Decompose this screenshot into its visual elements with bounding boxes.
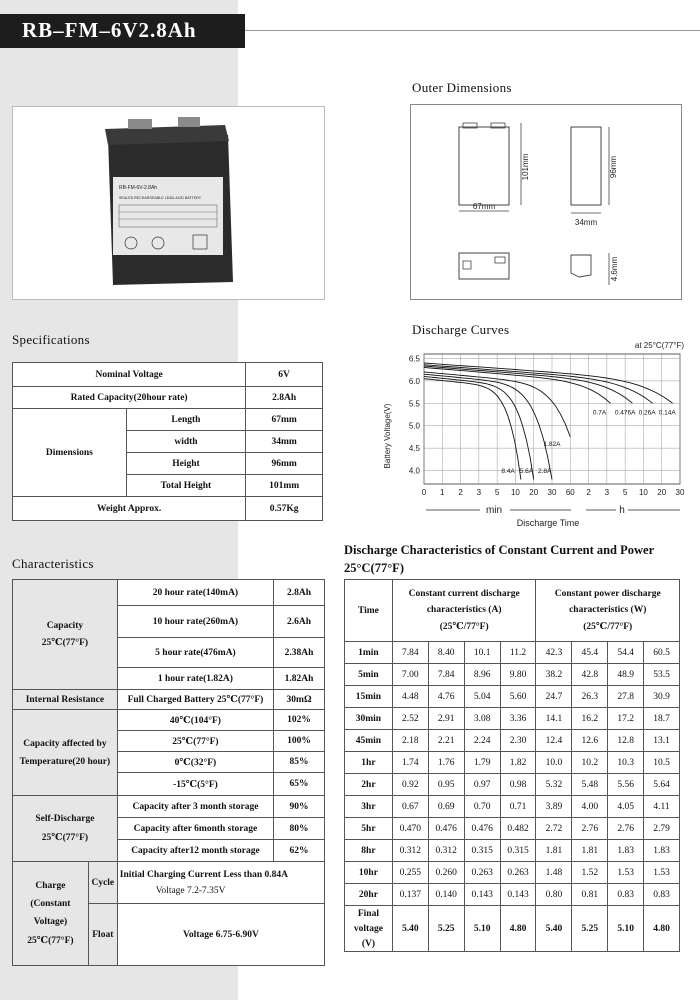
temp-row-25: 25℃(77°F) (117, 731, 273, 752)
x-tick-label: 20 (657, 488, 667, 497)
internal-resistance-label: Internal Resistance (13, 690, 118, 710)
time-cell: 2hr (345, 774, 393, 796)
width-value: 34mm (246, 431, 323, 453)
constant-power-header (536, 580, 680, 642)
weight-label: Weight Approx. (13, 497, 246, 521)
final-voltage-label (345, 906, 393, 952)
x-tick-label: 10 (510, 488, 520, 497)
value-cell: 1.81 (572, 840, 608, 862)
table-row (345, 730, 680, 752)
final-voltage-line3: (V) (361, 938, 376, 949)
capacity-value-1h: 1.82Ah (274, 668, 325, 690)
final-voltage-value: 5.40 (392, 906, 428, 952)
time-cell: 10hr (345, 862, 393, 884)
self-discharge-label: Self-Discharge (35, 814, 95, 824)
time-cell: 1hr (345, 752, 393, 774)
value-cell: 12.4 (536, 730, 572, 752)
time-cell: 1min (345, 642, 393, 664)
discharge-table-title (344, 541, 689, 577)
battery-photo (12, 106, 325, 300)
temp-value-40: 102% (274, 710, 325, 731)
value-cell: 5.32 (536, 774, 572, 796)
value-cell: 4.11 (644, 796, 680, 818)
front-width-dim: 67mm (472, 202, 496, 211)
value-cell: 0.476 (428, 818, 464, 840)
discharge-curves-chart (376, 336, 688, 536)
value-cell: 0.95 (428, 774, 464, 796)
value-cell: 3.08 (464, 708, 500, 730)
value-cell: 1.82 (500, 752, 536, 774)
chart-xlabel: Discharge Time (516, 518, 580, 528)
value-cell: 5.04 (464, 686, 500, 708)
x-tick-label: 30 (675, 488, 685, 497)
x-segment-h: h (619, 505, 625, 516)
value-cell: 8.40 (428, 642, 464, 664)
value-cell: 0.70 (464, 796, 500, 818)
side-height-dim: 96mm (609, 155, 618, 179)
discharge-table-title-line2: 25°C(77°F) (344, 561, 404, 575)
front-height-dim: 101mm (521, 153, 530, 181)
time-cell: 20hr (345, 884, 393, 906)
value-cell: 0.315 (464, 840, 500, 862)
nominal-voltage-value: 6V (246, 363, 323, 387)
value-cell: 2.91 (428, 708, 464, 730)
outer-dimensions-heading: Outer Dimensions (412, 80, 512, 95)
value-cell: 5.64 (644, 774, 680, 796)
final-voltage-line2: voltage (353, 923, 383, 934)
value-cell: 8.96 (464, 664, 500, 686)
value-cell: 2.76 (608, 818, 644, 840)
value-cell: 0.67 (392, 796, 428, 818)
value-cell: 30.9 (644, 686, 680, 708)
value-cell: 0.71 (500, 796, 536, 818)
charge-label-4: 25℃(77°F) (27, 936, 74, 946)
charge-label-3: Voltage) (33, 917, 68, 927)
title-divider (245, 30, 700, 31)
table-row (345, 642, 680, 664)
charge-label-2: (Constant (30, 899, 71, 909)
capacity-label-cell (13, 580, 118, 690)
float-label: Float (88, 904, 117, 966)
y-tick-label: 4.5 (408, 444, 420, 454)
value-cell: 0.80 (536, 884, 572, 906)
sd-row-3m: Capacity after 3 month storage (117, 796, 273, 818)
constant-current-header (392, 580, 536, 642)
self-discharge-cell (13, 796, 118, 862)
x-tick-label: 2 (458, 488, 463, 497)
final-voltage-value: 5.10 (464, 906, 500, 952)
value-cell: 2.72 (536, 818, 572, 840)
discharge-curve (424, 367, 611, 403)
value-cell: 2.30 (500, 730, 536, 752)
value-cell: 1.83 (608, 840, 644, 862)
outer-dimensions-drawing (410, 104, 682, 300)
self-discharge-temp: 25℃(77°F) (41, 833, 89, 843)
value-cell: 0.97 (464, 774, 500, 796)
value-cell: 11.2 (500, 642, 536, 664)
rated-capacity-value: 2.8Ah (246, 387, 323, 409)
sd-value-6m: 80% (274, 818, 325, 840)
final-voltage-value: 5.25 (428, 906, 464, 952)
final-voltage-value: 5.10 (608, 906, 644, 952)
table-row (345, 862, 680, 884)
value-cell: 0.315 (500, 840, 536, 862)
value-cell: 7.84 (428, 664, 464, 686)
value-cell: 53.5 (644, 664, 680, 686)
cc-header-line3: (25℃/77°F) (439, 622, 489, 632)
value-cell: 4.00 (572, 796, 608, 818)
discharge-curve (424, 374, 552, 479)
value-cell: 1.52 (572, 862, 608, 884)
sd-value-12m: 62% (274, 840, 325, 862)
table-row (345, 840, 680, 862)
time-cell: 30min (345, 708, 393, 730)
value-cell: 4.76 (428, 686, 464, 708)
value-cell: 0.140 (428, 884, 464, 906)
specifications-heading: Specifications (12, 332, 90, 347)
rated-capacity-label: Rated Capacity(20hour rate) (13, 387, 246, 409)
capacity-rate-10h: 10 hour rate(260mA) (117, 606, 273, 638)
table-row (345, 884, 680, 906)
value-cell: 14.1 (536, 708, 572, 730)
cp-header-line3: (25℃/77°F) (583, 622, 633, 632)
value-cell: 5.60 (500, 686, 536, 708)
y-tick-label: 5.5 (408, 399, 420, 409)
value-cell: 1.53 (608, 862, 644, 884)
value-cell: 18.7 (644, 708, 680, 730)
value-cell: 0.92 (392, 774, 428, 796)
chart-ylabel: Battery Voltage(V) (383, 403, 392, 469)
y-tick-label: 6.5 (408, 354, 420, 364)
value-cell: 48.9 (608, 664, 644, 686)
value-cell: 0.83 (608, 884, 644, 906)
value-cell: 60.5 (644, 642, 680, 664)
characteristics-table (12, 579, 325, 966)
value-cell: 26.3 (572, 686, 608, 708)
curve-label: 0.26A (638, 409, 656, 417)
x-tick-label: 0 (421, 488, 427, 497)
temp-value-0: 85% (274, 752, 325, 773)
side-width-dim: 34mm (574, 218, 598, 227)
time-cell: 5hr (345, 818, 393, 840)
cycle-details-cell (117, 862, 324, 904)
photo-label-line1: RB-FM-6V-2.8Ah (119, 185, 158, 191)
value-cell: 1.79 (464, 752, 500, 774)
x-tick-label: 1 (440, 488, 445, 497)
cycle-label: Cycle (88, 862, 117, 904)
capacity-value-10h: 2.6Ah (274, 606, 325, 638)
value-cell: 0.69 (428, 796, 464, 818)
y-tick-label: 5.0 (408, 421, 420, 431)
cp-header-line2: characteristics (W) (569, 605, 647, 615)
nominal-voltage-label: Nominal Voltage (13, 363, 246, 387)
curve-label: 1.82A (543, 440, 561, 448)
table-row (345, 774, 680, 796)
cp-header-line1: Constant power discharge (554, 589, 661, 599)
value-cell: 0.137 (392, 884, 428, 906)
characteristics-heading: Characteristics (12, 556, 94, 571)
value-cell: 10.5 (644, 752, 680, 774)
value-cell: 0.143 (464, 884, 500, 906)
time-header: Time (345, 580, 393, 642)
value-cell: 1.74 (392, 752, 428, 774)
value-cell: 0.263 (500, 862, 536, 884)
table-row (345, 708, 680, 730)
value-cell: 5.56 (608, 774, 644, 796)
value-cell: 1.48 (536, 862, 572, 884)
curve-label: 0.7A (592, 409, 607, 417)
table-row (345, 686, 680, 708)
height-value: 96mm (246, 453, 323, 475)
value-cell: 2.21 (428, 730, 464, 752)
temp-row-minus15: -15℃(5°F) (117, 773, 273, 796)
total-height-value: 101mm (246, 475, 323, 497)
value-cell: 3.36 (500, 708, 536, 730)
final-voltage-value: 4.80 (644, 906, 680, 952)
float-value: Voltage 6.75-6.90V (117, 904, 324, 966)
sd-row-6m: Capacity after 6month storage (117, 818, 273, 840)
capacity-temp-label-1: Capacity affected by (23, 738, 107, 749)
total-height-label: Total Height (126, 475, 246, 497)
temp-value-25: 100% (274, 731, 325, 752)
charge-cell (13, 862, 89, 966)
value-cell: 0.255 (392, 862, 428, 884)
table-row (345, 664, 680, 686)
x-tick-label: 3 (604, 488, 610, 497)
y-tick-label: 6.0 (408, 376, 420, 386)
height-label: Height (126, 453, 246, 475)
chart-annotation: at 25°C(77°F) (634, 341, 684, 350)
x-tick-label: 20 (529, 488, 539, 497)
temp-row-0: 0℃(32°F) (117, 752, 273, 773)
value-cell: 12.8 (608, 730, 644, 752)
time-cell: 15min (345, 686, 393, 708)
time-cell: 8hr (345, 840, 393, 862)
value-cell: 1.53 (644, 862, 680, 884)
value-cell: 42.3 (536, 642, 572, 664)
value-cell: 4.48 (392, 686, 428, 708)
x-tick-label: 2 (586, 488, 591, 497)
value-cell: 17.2 (608, 708, 644, 730)
x-segment-min: min (485, 505, 503, 516)
value-cell: 45.4 (572, 642, 608, 664)
value-cell: 0.143 (500, 884, 536, 906)
value-cell: 0.312 (392, 840, 428, 862)
capacity-temp-label-2: Temperature(20 hour) (19, 756, 111, 767)
value-cell: 0.98 (500, 774, 536, 796)
value-cell: 0.470 (392, 818, 428, 840)
value-cell: 0.83 (644, 884, 680, 906)
value-cell: 2.24 (464, 730, 500, 752)
capacity-value-20h: 2.8Ah (274, 580, 325, 606)
length-value: 67mm (246, 409, 323, 431)
value-cell: 2.18 (392, 730, 428, 752)
value-cell: 0.263 (464, 862, 500, 884)
capacity-temperature-cell (13, 710, 118, 796)
capacity-rate-5h: 5 hour rate(476mA) (117, 638, 273, 668)
final-voltage-line1: Final (357, 908, 379, 919)
x-tick-label: 5 (494, 488, 500, 497)
terminal-dim: 4.6mm (610, 256, 619, 282)
value-cell: 4.05 (608, 796, 644, 818)
curve-label: 0.476A (614, 409, 636, 417)
x-tick-label: 5 (622, 488, 628, 497)
value-cell: 2.52 (392, 708, 428, 730)
value-cell: 3.89 (536, 796, 572, 818)
temp-value-minus15: 65% (274, 773, 325, 796)
x-tick-label: 30 (547, 488, 557, 497)
time-cell: 45min (345, 730, 393, 752)
value-cell: 10.2 (572, 752, 608, 774)
sd-value-3m: 90% (274, 796, 325, 818)
value-cell: 54.4 (608, 642, 644, 664)
capacity-rate-1h: 1 hour rate(1.82A) (117, 668, 273, 690)
final-voltage-value: 5.25 (572, 906, 608, 952)
weight-value: 0.57Kg (246, 497, 323, 521)
curve-label: 2.8A (537, 467, 552, 475)
value-cell: 1.83 (644, 840, 680, 862)
value-cell: 5.48 (572, 774, 608, 796)
cc-header-line2: characteristics (A) (426, 605, 502, 615)
value-cell: 0.482 (500, 818, 536, 840)
discharge-curves-heading: Discharge Curves (412, 322, 510, 337)
value-cell: 2.79 (644, 818, 680, 840)
value-cell: 12.6 (572, 730, 608, 752)
value-cell: 42.8 (572, 664, 608, 686)
cc-header-line1: Constant current discharge (408, 589, 520, 599)
value-cell: 24.7 (536, 686, 572, 708)
discharge-table-title-line1: Discharge Characteristics of Constant Current and Power (344, 543, 655, 557)
value-cell: 0.260 (428, 862, 464, 884)
curve-label: 5.6A (519, 467, 534, 475)
value-cell: 0.81 (572, 884, 608, 906)
value-cell: 9.80 (500, 664, 536, 686)
length-label: Length (126, 409, 246, 431)
cycle-line2: Voltage 7.2-7.35V (155, 885, 226, 896)
discharge-characteristics-table (344, 579, 680, 952)
sd-row-12m: Capacity after12 month storage (117, 840, 273, 862)
time-cell: 5min (345, 664, 393, 686)
capacity-label: Capacity (46, 621, 84, 631)
value-cell: 27.8 (608, 686, 644, 708)
y-tick-label: 4.0 (408, 466, 420, 476)
value-cell: 10.3 (608, 752, 644, 774)
table-row (345, 752, 680, 774)
value-cell: 13.1 (644, 730, 680, 752)
time-cell: 3hr (345, 796, 393, 818)
width-label: width (126, 431, 246, 453)
table-row (345, 818, 680, 840)
value-cell: 7.84 (392, 642, 428, 664)
value-cell: 0.312 (428, 840, 464, 862)
cycle-line1: Initial Charging Current Less than 0.84A (119, 869, 288, 880)
temp-row-40: 40℃(104°F) (117, 710, 273, 731)
value-cell: 2.76 (572, 818, 608, 840)
value-cell: 1.81 (536, 840, 572, 862)
final-voltage-value: 4.80 (500, 906, 536, 952)
value-cell: 10.0 (536, 752, 572, 774)
product-title: RB–FM–6V2.8Ah (0, 14, 245, 48)
final-voltage-value: 5.40 (536, 906, 572, 952)
internal-resistance-condition: Full Charged Battery 25℃(77°F) (117, 690, 273, 710)
capacity-value-5h: 2.38Ah (274, 638, 325, 668)
photo-label-line2: SEALED RECHARGEABLE LEAD-ACID BATTERY (119, 196, 202, 200)
curve-label: 8.4A (501, 467, 515, 475)
value-cell: 0.476 (464, 818, 500, 840)
capacity-rate-20h: 20 hour rate(140mA) (117, 580, 273, 606)
value-cell: 38.2 (536, 664, 572, 686)
dimensions-label: Dimensions (13, 409, 127, 497)
capacity-temp: 25℃(77°F) (41, 638, 89, 648)
internal-resistance-value: 30mΩ (274, 690, 325, 710)
value-cell: 7.00 (392, 664, 428, 686)
table-row (345, 796, 680, 818)
x-tick-label: 60 (565, 488, 575, 497)
value-cell: 16.2 (572, 708, 608, 730)
value-cell: 1.76 (428, 752, 464, 774)
value-cell: 10.1 (464, 642, 500, 664)
x-tick-label: 3 (476, 488, 482, 497)
x-tick-label: 10 (638, 488, 648, 497)
specifications-table (12, 362, 323, 521)
curve-label: 0.14A (658, 409, 676, 417)
charge-label-1: Charge (35, 881, 66, 891)
